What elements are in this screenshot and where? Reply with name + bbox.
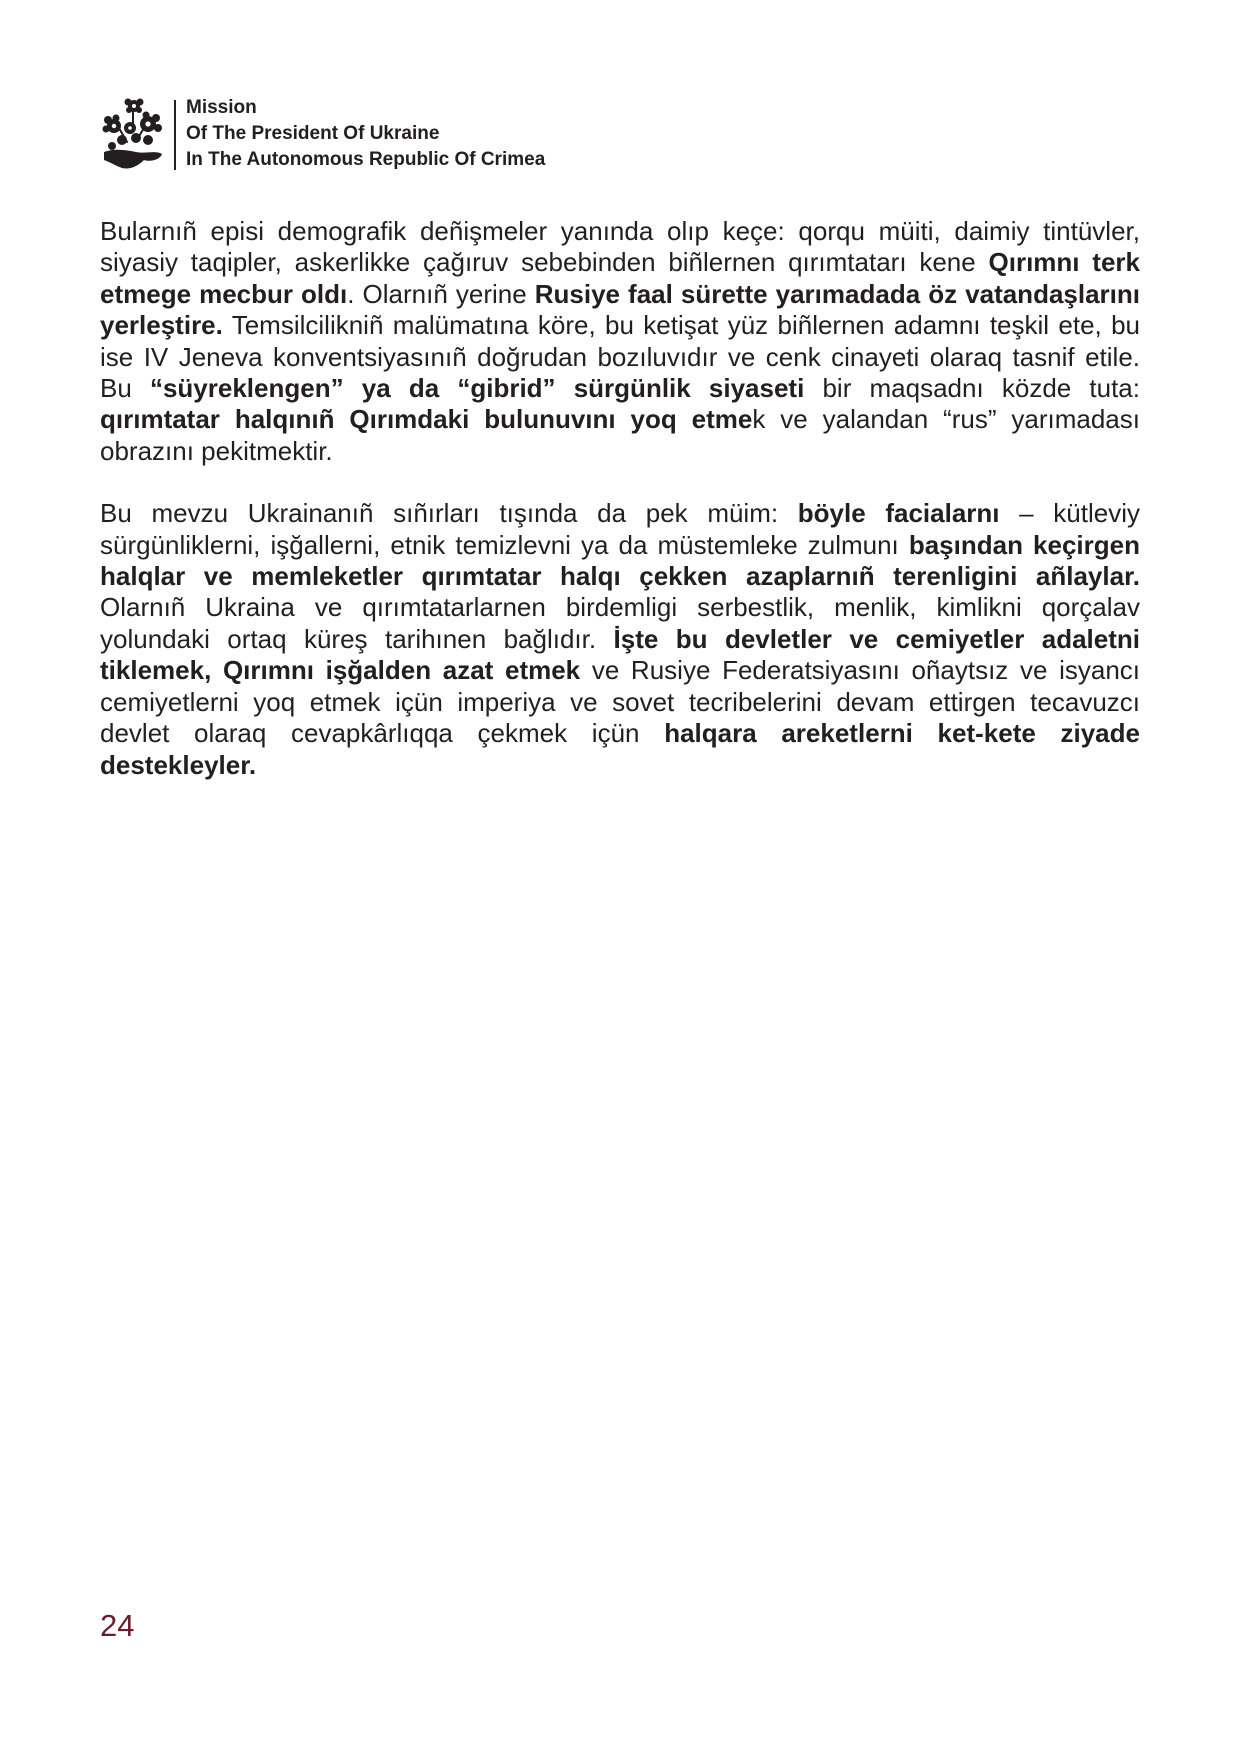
- text-run-bold: başından keçirgen halqlar ve memleketler qırımtatar halqı çekken azaplarnıñ terenligini añlaylar.: [100, 529, 1140, 592]
- text-run: ve Rusiye Federatsiyasını oñaytsız ve isyancı cemiyetlerni yoq etmek içün imperiya ve sovet tecribelerini devam ettirgen tecavuzcı devlet olaraq cevapkârlıqqa çekmek içün: [100, 655, 1141, 749]
- org-name-line-1: Mission: [186, 97, 257, 118]
- text-run: bir maqsadnı közde tuta:: [804, 373, 1140, 404]
- crimea-flower-emblem-icon: [100, 96, 164, 172]
- text-run-bold: Qırımnı terk etmege mecbur oldı: [100, 247, 1140, 309]
- paragraph-1: [100, 216, 1140, 467]
- text-run-bold: böyle facialarnı: [797, 498, 1000, 529]
- text-run-bold: “süyreklengen” ya da “gibrid” sürgünlik siyaseti: [149, 373, 805, 404]
- text-run: . Olarnıñ yerine: [347, 278, 535, 309]
- page-number: 24: [100, 1608, 135, 1643]
- text-run: Olarnıñ Ukraina ve qırımtatarlarnen birdemligi serbestlik, menlik, kimlikni qorçalav yolundaki ortaq küreş tarihınen bağlıdır.: [100, 592, 1140, 654]
- text-run: k ve yalandan “rus” yarımadası obrazını pekitmektir.: [100, 404, 1140, 466]
- text-run-bold: İşte bu devletler ve cemiyetler adaletni tiklemek, Qırımnı işğalden azat etmek: [100, 623, 1140, 686]
- text-run-bold: Rusiye faal sürette yarımadada öz vatandaşlarını yerleştire.: [100, 278, 1140, 341]
- text-run: Bu mevzu Ukrainanıñ sıñırları tışında da pek müim:: [100, 498, 798, 529]
- text-run-bold: qırımtatar halqınıñ Qırımdaki bulunuvını yoq etme: [100, 404, 753, 435]
- text-run-bold: halqara areketlerni ket-kete ziyade destekleyler.: [100, 718, 1140, 780]
- organization-name: [186, 95, 545, 173]
- org-name-line-3: In The Autonomous Republic Of Crimea: [186, 149, 546, 170]
- body-text: [100, 216, 1140, 812]
- text-run: Temsilcilikniñ malümatına köre, bu ketişat yüz biñlernen adamnı teşkil ete, bu ise IV Jeneva konventsiyasınıñ doğrudan bozıluvıdır ve cenk cinayeti olaraq tasnif etile. Bu: [100, 310, 1140, 404]
- paragraph-2: [100, 498, 1140, 781]
- page-header: [100, 96, 545, 176]
- text-run: Bularnıñ episi demografik deñişmeler yanında olıp keçe: qorqu müiti, daimiy tintüvler, siyasiy taqipler, askerlikke çağıruv sebebinden biñlernen qırımtatarı kene: [100, 216, 1140, 278]
- org-name-line-2: Of The President Of Ukraine: [186, 123, 440, 144]
- text-run: – kütleviy sürgünliklerni, işğallerni, etnik temizlevni ya da müstemleke zulmunı: [100, 498, 1140, 560]
- header-divider: [174, 100, 176, 170]
